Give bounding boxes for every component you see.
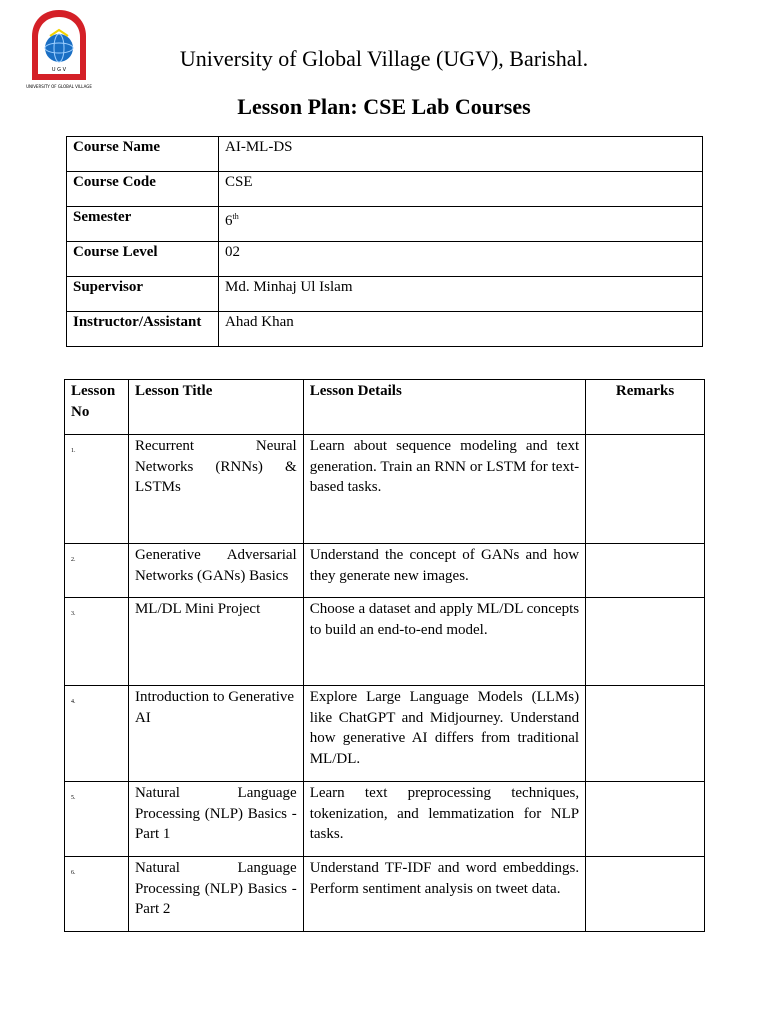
logo-caption: UNIVERSITY OF GLOBAL VILLAGE [26,84,92,89]
header-lesson-no: Lesson No [65,380,129,435]
table-row [65,782,705,857]
lesson-details: Choose a dataset and apply ML/DL concepts to build an end-to-end model. [303,598,585,686]
lesson-remarks [586,544,705,598]
lesson-details: Learn about sequence modeling and text generation. Train an RNN or LSTM for text-based tasks. [303,435,585,544]
lesson-no: 3. [65,598,129,686]
course-info-value: Md. Minhaj Ul Islam [219,277,703,312]
course-info-value: 02 [219,242,703,277]
lesson-title: Natural Language Processing (NLP) Basics - Part 2 [128,857,303,932]
lesson-no: 1. [65,435,129,544]
lesson-remarks [586,686,705,782]
lesson-no: 5. [65,782,129,857]
table-row [65,686,705,782]
lesson-title: Generative Adversarial Networks (GANs) Basics [128,544,303,598]
course-info-label: Semester [67,207,219,242]
lesson-title: ML/DL Mini Project [128,598,303,686]
course-info-row [67,312,703,347]
lesson-no: 6. [65,857,129,932]
lesson-title: Natural Language Processing (NLP) Basics - Part 1 [128,782,303,857]
lessons-header-row [65,380,705,435]
lesson-title: Introduction to Generative AI [128,686,303,782]
logo-letters: U G V [51,67,67,73]
lesson-title: Recurrent Neural Networks (RNNs) & LSTMs [128,435,303,544]
course-info-table [66,136,703,347]
table-row [65,598,705,686]
course-info-value: CSE [219,172,703,207]
lesson-details: Learn text preprocessing techniques, tokenization, and lemmatization for NLP tasks. [303,782,585,857]
lessons-table [64,379,705,932]
semester-suffix: th [232,212,239,221]
lesson-details: Understand the concept of GANs and how they generate new images. [303,544,585,598]
lesson-no: 4. [65,686,129,782]
lesson-remarks [586,435,705,544]
course-info-value [219,207,703,242]
header-remarks: Remarks [586,380,705,435]
course-info-label: Course Level [67,242,219,277]
table-row [65,857,705,932]
course-info-row [67,242,703,277]
university-title: University of Global Village (UGV), Barishal. [179,46,589,71]
lesson-remarks [586,857,705,932]
semester-number: 6 [225,213,233,229]
lesson-details: Explore Large Language Models (LLMs) like ChatGPT and Midjourney. Understand how generative AI differs from traditional ML/DL. [303,686,585,782]
course-info-value: Ahad Khan [219,312,703,347]
course-info-row [67,207,703,242]
header-lesson-title: Lesson Title [128,380,303,435]
table-row [65,544,705,598]
course-info-value: AI-ML-DS [219,137,703,172]
lesson-remarks [586,598,705,686]
lesson-remarks [586,782,705,857]
table-row [65,435,705,544]
course-info-label: Instructor/Assistant [67,312,219,347]
lesson-no: 2. [65,544,129,598]
course-info-row [67,277,703,312]
course-info-label: Course Name [67,137,219,172]
course-info-row [67,172,703,207]
course-info-row [67,137,703,172]
course-info-label: Supervisor [67,277,219,312]
course-info-label: Course Code [67,172,219,207]
header-lesson-details: Lesson Details [303,380,585,435]
plan-title: Lesson Plan: CSE Lab Courses [237,94,531,119]
lesson-details: Understand TF-IDF and word embeddings. Perform sentiment analysis on tweet data. [303,857,585,932]
